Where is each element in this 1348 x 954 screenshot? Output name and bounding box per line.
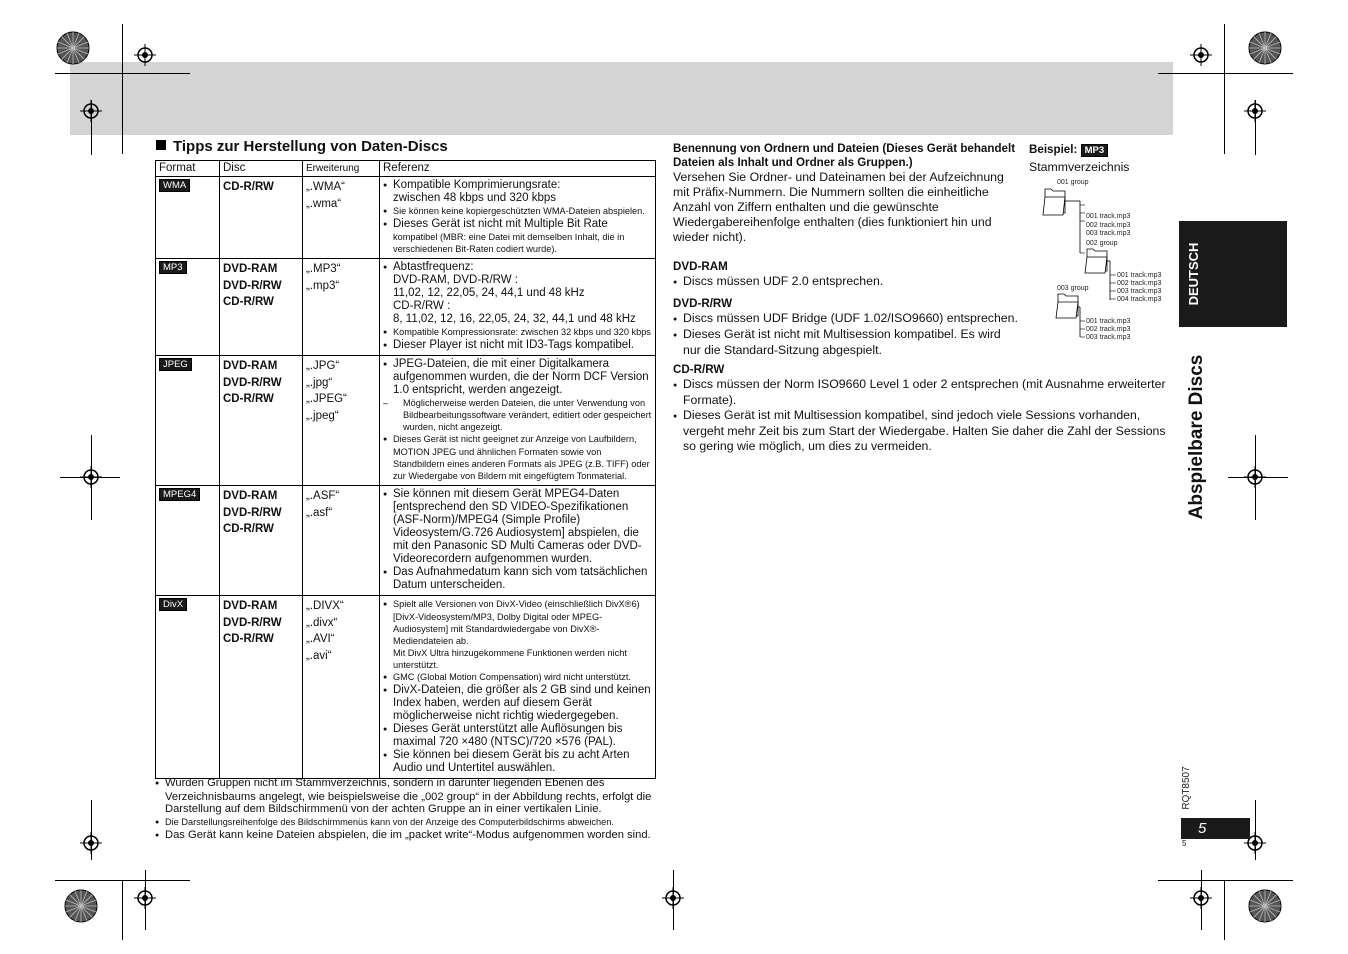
table-notes [155, 777, 660, 842]
reference-item: ● Dieser Player ist nicht mit ID3-Tags kompatibel. [383, 339, 652, 352]
tree-group-2: 002 group [1086, 240, 1118, 247]
reference-item: ● Spielt alle Versionen von DivX-Video (einschließlich DivX®6) [DivX-Videosystem/MP3, Dolby Digital oder MPEG-Audiosystem] mit Standardwiedergabe von DivX®-Mediendateien ab. [383, 598, 652, 647]
note-item: ● Die Darstellungsreihenfolge des Bildschirmmenüs kann von der Anzeige des Computerbildschirms abweichen. [155, 816, 660, 829]
svg-text:Abspielbare Discs: Abspielbare Discs [1186, 354, 1207, 520]
registration-mark-icon [1190, 44, 1212, 66]
vertical-page-title [1172, 340, 1212, 535]
section-title: Tipps zur Herstellung von Daten-Discs [156, 138, 448, 155]
extension-cell [303, 356, 380, 486]
file-extension: „.MP3“ [306, 263, 341, 275]
color-rosette-icon [1248, 889, 1282, 923]
registration-mark-icon [80, 466, 102, 488]
page-number-small: 5 [1182, 839, 1187, 848]
header-format: Format [156, 161, 220, 177]
reference-cell [380, 486, 656, 596]
tree-group-1: 001 group [1057, 179, 1089, 186]
registration-mark-icon [80, 832, 102, 854]
disc-type: CD-R/RW [223, 633, 274, 645]
dvdrrw-item: ● Discs müssen UDF Bridge (UDF 1.02/ISO9660) entsprechen. [673, 311, 1018, 327]
disc-type: CD-R/RW [223, 523, 274, 535]
format-cell [156, 486, 220, 596]
tree-group-3: 003 group [1057, 285, 1089, 292]
naming-heading: Benennung von Ordnern und Dateien (Dieses Gerät behandelt Dateien als Inhalt und Ordner als Gruppen.) [673, 142, 1016, 169]
file-extension: „.divx“ [306, 616, 338, 629]
file-extension: „.wma“ [306, 197, 342, 210]
file-extension: „.WMA“ [306, 181, 345, 193]
folder-tree-diagram [1040, 175, 1180, 345]
reference-cell [380, 259, 656, 356]
extension-cell [303, 259, 380, 356]
cdrrw-item: ● Discs müssen der Norm ISO9660 Level 1 oder 2 entsprechen (mit Ausnahme erweiterter Formate). [673, 377, 1168, 408]
disc-type: DVD-RAM [223, 360, 278, 372]
reference-item: ● Das Aufnahmedatum kann sich vom tatsächlichen Datum unterscheiden. [383, 566, 652, 592]
dvdram-label: DVD-RAM [673, 260, 728, 273]
disc-type: CD-R/RW [223, 393, 274, 405]
reference-item: ● DivX-Dateien, die größer als 2 GB sind und keinen Index haben, werden auf diesem Gerät möglicherweise nicht richtig wiedergegeben. [383, 684, 652, 723]
reference-item: 8, 11,02, 12, 16, 22,05, 24, 32, 44,1 und 48 kHz [393, 313, 636, 325]
table-row [156, 177, 656, 259]
color-rosette-icon [56, 31, 90, 65]
format-badge: MPEG4 [159, 488, 200, 501]
format-badge: WMA [159, 179, 190, 192]
disc-format-table [155, 160, 656, 779]
tree-file: 002 track.mp3 [1117, 280, 1162, 287]
cdrrw-label: CD-R/RW [673, 363, 725, 376]
note-item: ● Wurden Gruppen nicht im Stammverzeichnis, sondern in darunter liegenden Ebenen des Verzeichnisbaums angelegt, wie beispielsweise die „002 group“ in der Abbildung rechts, erfolgt die Darstellung auf dem Bildschirmmenü von der achten Gruppe an in einer vertikalen Linie. [155, 777, 660, 816]
reference-item: ● Kompatible Komprimierungsrate: [383, 179, 652, 192]
disc-cell [220, 356, 303, 486]
mp3-badge: MP3 [1081, 144, 1109, 157]
reference-item: ● Dieses Gerät ist nicht mit Multiple Bit Rate [383, 218, 652, 231]
registration-mark-icon [1244, 100, 1266, 122]
disc-type: DVD-R/RW [223, 279, 282, 292]
extension-cell [303, 596, 380, 779]
tree-file: 002 track.mp3 [1086, 326, 1131, 333]
reference-item: ● Abtastfrequenz: [383, 261, 652, 274]
tree-file: 003 track.mp3 [1086, 334, 1131, 341]
file-extension: „.DIVX“ [306, 600, 344, 612]
reference-cell [380, 177, 656, 259]
root-directory-label: Stammverzeichnis [1029, 160, 1130, 174]
file-extension: „.AVI“ [306, 633, 335, 645]
registration-mark-icon [134, 887, 156, 909]
format-badge: JPEG [159, 358, 192, 371]
color-rosette-icon [1248, 31, 1282, 65]
tree-file: 001 track.mp3 [1086, 318, 1131, 325]
table-row [156, 596, 656, 779]
reference-item: kompatibel (MBR: eine Datei mit demselben Inhalt, die in verschiedenen Bit-Raten codiert wurde). [393, 232, 625, 254]
example-label: Beispiel: MP3 [1029, 143, 1108, 157]
file-extension: „.avi“ [306, 649, 332, 662]
header-disc: Disc [220, 161, 303, 177]
file-extension: „.jpg“ [306, 376, 333, 389]
reference-cell [380, 596, 656, 779]
reference-item: ● Sie können keine kopiergeschützten WMA-Dateien abspielen. [383, 205, 652, 218]
svg-text:RQT8507: RQT8507 [1181, 766, 1192, 810]
file-extension: „.mp3“ [306, 279, 340, 292]
disc-cell [220, 177, 303, 259]
reference-cell [380, 356, 656, 486]
file-extension: „.jpeg“ [306, 409, 339, 422]
registration-mark-icon [134, 44, 156, 66]
reference-item: ● Sie können bei diesem Gerät bis zu acht Arten Audio und Untertitel auswählen. [383, 749, 652, 775]
page-number: 5 [1181, 818, 1250, 839]
disc-type: DVD-R/RW [223, 616, 282, 629]
disc-type: CD-R/RW [223, 181, 274, 193]
header-reference: Referenz [380, 161, 656, 177]
header-extension: Erweiterung [303, 161, 380, 177]
header-band [70, 62, 1173, 135]
file-extension: „.asf“ [306, 506, 333, 519]
tree-file: 002 track.mp3 [1086, 222, 1131, 229]
reference-item: Mit DivX Ultra hinzugekommene Funktionen werden nicht unterstützt. [393, 648, 627, 670]
reference-item: ● JPEG-Dateien, die mit einer Digitalkamera aufgenommen wurden, die der Norm DCF Version 1.0 entspricht, werden angezeigt. [383, 358, 652, 397]
format-cell [156, 259, 220, 356]
table-row [156, 259, 656, 356]
format-cell [156, 177, 220, 259]
language-tab-label [1184, 240, 1204, 308]
disc-type: DVD-RAM [223, 263, 278, 275]
tree-file: 003 track.mp3 [1117, 288, 1162, 295]
reference-item: DVD-RAM, DVD-R/RW : [393, 274, 519, 286]
reference-item: ● Sie können mit diesem Gerät MPEG4-Daten [entsprechend den SD VIDEO-Spezifikationen (ASF-Norm)/MPEG4 (Simple Profile) Videosystem/G.726 Audiosystem] abspielen, die mit den Panasonic SD Multi Cameras oder DVD-Videorecordern aufgenommen wurden. [383, 488, 652, 566]
format-badge: DivX [159, 598, 187, 611]
reference-item: ● Dieses Gerät ist nicht geeignet zur Anzeige von Laufbildern, MOTION JPEG und ähnlichen Formaten sowie von Standbildern eines anderen Formats als JPEG (z.B. TIFF) oder zur Wiedergabe von Bildern mit eingefügtem Tonmaterial. [383, 433, 652, 482]
dvdram-item: ● Discs müssen UDF 2.0 entsprechen. [673, 274, 1018, 290]
reference-item: 11,02, 12, 22,05, 24, 44,1 und 48 kHz [393, 287, 585, 299]
table-header-row [156, 161, 656, 177]
tree-file: 001 track.mp3 [1117, 272, 1162, 279]
disc-type: DVD-RAM [223, 490, 278, 502]
tree-file: 001 track.mp3 [1086, 213, 1131, 220]
tree-file: 004 track.mp3 [1117, 296, 1162, 303]
disc-type: DVD-R/RW [223, 376, 282, 389]
disc-type: DVD-R/RW [223, 506, 282, 519]
extension-cell [303, 177, 380, 259]
format-badge: MP3 [159, 261, 187, 274]
file-extension: „.JPG“ [306, 360, 340, 372]
format-cell [156, 596, 220, 779]
reference-item: zwischen 48 kbps und 320 kbps [393, 192, 557, 204]
note-item: ● Das Gerät kann keine Dateien abspielen, die im „packet write“-Modus aufgenommen worden sind. [155, 829, 660, 843]
file-extension: „.ASF“ [306, 490, 340, 502]
svg-text:DEUTSCH: DEUTSCH [1186, 242, 1201, 306]
registration-mark-icon [1190, 887, 1212, 909]
dvdrrw-label: DVD-R/RW [673, 297, 733, 310]
registration-mark-icon [662, 887, 684, 909]
disc-type: DVD-RAM [223, 600, 278, 612]
reference-item: ● Dieses Gerät unterstützt alle Auflösungen bis maximal 720 ×480 (NTSC)/720 ×576 (PAL). [383, 723, 652, 749]
file-extension: „.JPEG“ [306, 393, 347, 405]
table-row [156, 356, 656, 486]
dvdrrw-item: ● Dieses Gerät ist nicht mit Multisession kompatibel. Es wird nur die Standard-Sitzung abgespielt. [673, 327, 1018, 358]
reference-item: CD-R/RW : [393, 300, 451, 312]
reference-item: – Möglicherweise werden Dateien, die unter Verwendung von Bildbearbeitungssoftware verändert, editiert oder gespeichert wurden, nicht angezeigt. [383, 397, 652, 433]
disc-cell [220, 596, 303, 779]
disc-type: CD-R/RW [223, 296, 274, 308]
disc-cell [220, 259, 303, 356]
registration-mark-icon [80, 100, 102, 122]
tree-file: 003 track.mp3 [1086, 230, 1131, 237]
naming-intro: Versehen Sie Ordner- und Dateinamen bei der Aufzeichnung mit Präfix-Nummern. Die Nummern sollten die einheitliche Anzahl von Ziffern enthalten und die gewünschte Wiedergabereihenfolge enthalten (dies funktioniert hin und wieder nicht). [673, 170, 1004, 244]
cdrrw-item: ● Dieses Gerät ist mit Multisession kompatibel, sind jedoch viele Sessions vorhanden, vergeht mehr Zeit bis zum Start der Wiedergabe. Halten Sie daher die Zahl der Sessions so gering wie möglich, um dies zu vermeiden. [673, 408, 1168, 454]
format-cell [156, 356, 220, 486]
reference-item: ● GMC (Global Motion Compensation) wird nicht unterstützt. [383, 671, 652, 684]
registration-mark-icon [1244, 466, 1266, 488]
document-code [1178, 760, 1194, 816]
square-bullet-icon [156, 140, 166, 150]
table-row [156, 486, 656, 596]
color-rosette-icon [64, 889, 98, 923]
disc-cell [220, 486, 303, 596]
extension-cell [303, 486, 380, 596]
reference-item: ● Kompatible Kompressionsrate: zwischen 32 kbps und 320 kbps [383, 326, 652, 339]
